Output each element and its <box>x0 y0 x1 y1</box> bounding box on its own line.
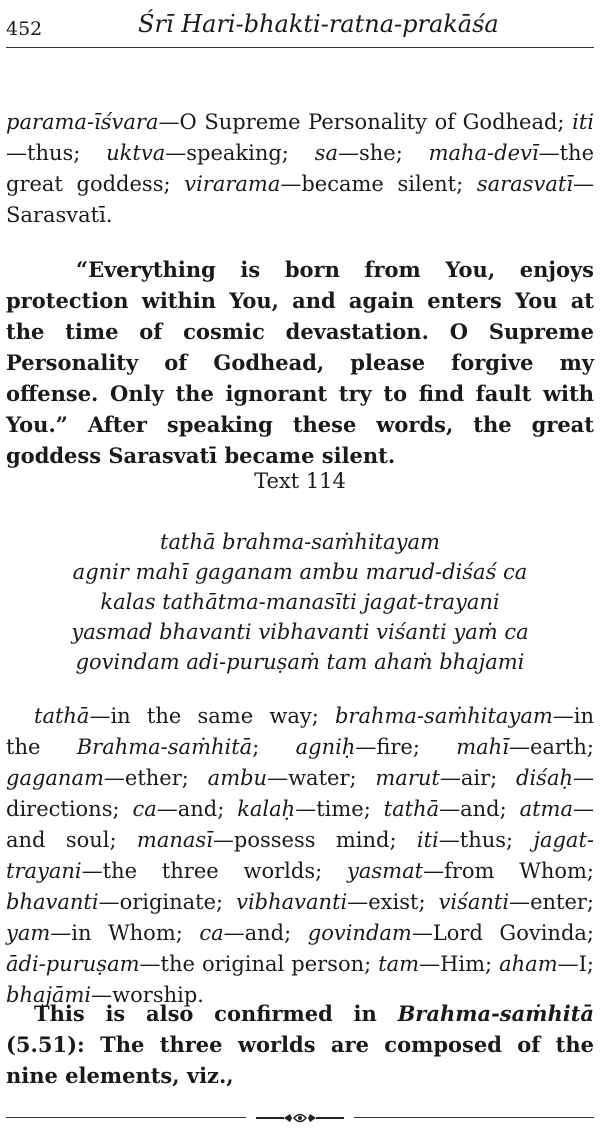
gloss-term: ādi-puruṣam <box>6 952 140 976</box>
page-header <box>6 6 594 46</box>
gloss-definition: in the same way; <box>110 704 335 728</box>
gloss-definition: originate; <box>119 890 237 914</box>
purport-text: This is also confirmed in <box>34 1001 398 1026</box>
page-footer <box>6 1111 594 1125</box>
purport-text: (5.51): The three worlds are composed of the nine elements, viz., <box>6 1032 594 1088</box>
gloss-definition: air; <box>460 766 517 790</box>
word-gloss-paragraph: tathā—in the same way; brahma-saṁhitayam—in the Brahma-saṁhitā; agniḥ—fire; mahī—earth; gaganam—ether; ambu—water; marut—air; diśaḥ—directions; ca—and; kalaḥ—time; tathā—and; atma—and soul; manasī—possess mind; iti—thus; jagat-trayani—the three worlds; yasmat—from Whom; bhavanti—originate; vibhavanti—exist; viśanti—enter; yam—in Whom; ca—and; govindam—Lord Govinda; ādi-puruṣam—the original person; tam—Him; aham—I; bhajāmi—worship. <box>6 704 594 1007</box>
running-title: Śrī Hari-bhakti-ratna-prakāśa <box>138 10 499 38</box>
gloss-term: mahī <box>456 735 509 759</box>
gloss-definition: she; <box>358 141 429 165</box>
gloss-definition: and soul; <box>6 828 137 852</box>
gloss-definition: and; <box>460 797 520 821</box>
gloss-definition: speaking; <box>186 141 315 165</box>
gloss-definition: ether; <box>124 766 208 790</box>
gloss-definition: Sarasvatī. <box>6 203 113 227</box>
gloss-definition: fire; <box>376 735 457 759</box>
gloss-definition: in the <box>6 704 594 759</box>
gloss-term: ca <box>132 797 157 821</box>
gloss-definition: from Whom; <box>444 859 594 883</box>
gloss-definition: enter; <box>530 890 594 914</box>
verse-heading: Text 114 <box>254 469 346 493</box>
gloss-definition: time; <box>316 797 384 821</box>
gloss-definition: earth; <box>529 735 594 759</box>
ornament-icon <box>256 1111 344 1125</box>
gloss-term: tathā <box>383 797 440 821</box>
book-title-reference: Brahma-saṁhitā <box>397 1001 594 1026</box>
gloss-definition: thus; <box>459 828 534 852</box>
purport-paragraph <box>6 998 594 1091</box>
gloss-term: yam <box>6 921 51 945</box>
footer-rule <box>354 1117 594 1118</box>
gloss-term: marut <box>375 766 440 790</box>
gloss-term: iti <box>572 110 594 134</box>
verse-line: govindam adi-puruṣaṁ tam ahaṁ bhajami <box>75 650 525 674</box>
gloss-definition: thus; <box>27 141 107 165</box>
gloss-term: uktva <box>106 141 166 165</box>
gloss-definition: I; <box>578 952 594 976</box>
gloss-definition: and; <box>177 797 238 821</box>
gloss-definition: O Supreme Personality of Godhead; <box>179 110 573 134</box>
gloss-term: agniḥ <box>295 735 356 759</box>
gloss-term: tathā <box>34 704 90 728</box>
verse-line: tathā brahma-saṁhitayam <box>160 530 440 554</box>
gloss-term: kalaḥ <box>237 797 296 821</box>
gloss-term: govindam <box>307 921 412 945</box>
gloss-term: viśanti <box>438 890 510 914</box>
gloss-term: aham <box>499 952 558 976</box>
gloss-definition: became silent; <box>301 172 477 196</box>
gloss-term: diśaḥ <box>516 766 573 790</box>
gloss-definition: directions; <box>6 797 133 821</box>
gloss-term: ca <box>199 921 224 945</box>
gloss-definition: ; <box>252 735 296 759</box>
word-gloss-paragraph: parama-īśvara—O Supreme Personality of Godhead; iti—thus; uktva—speaking; sa—she; maha-devī—the great goddess; virarama—became silent; sarasvatī—Sarasvatī. <box>6 110 595 227</box>
verse-line: kalas tathātma-manasīti jagat-trayani <box>100 590 500 614</box>
gloss-definition: Lord Govinda; <box>432 921 594 945</box>
gloss-term: maha-devī <box>428 141 539 165</box>
gloss-term: sa <box>314 141 338 165</box>
gloss-definition: the three worlds; <box>102 859 348 883</box>
gloss-definition: worship. <box>112 983 204 1007</box>
gloss-term: Brahma-saṁhitā <box>76 735 253 759</box>
gloss-term: bhavanti <box>6 890 99 914</box>
gloss-term: ambu <box>207 766 268 790</box>
gloss-definition: water; <box>288 766 376 790</box>
verse-line: yasmad bhavanti vibhavanti viśanti yaṁ ca <box>71 620 529 644</box>
gloss-definition: Him; <box>440 952 500 976</box>
header-rule <box>6 47 594 48</box>
gloss-term: virarama <box>184 172 281 196</box>
gloss-definition: and; <box>244 921 308 945</box>
gloss-term: bhajāmi <box>6 983 92 1007</box>
gloss-term: yasmat <box>347 859 424 883</box>
gloss-term: tam <box>378 952 420 976</box>
gloss-term: sarasvatī <box>476 172 573 196</box>
gloss-term: gaganam <box>6 766 104 790</box>
gloss-term: parama-īśvara <box>6 110 159 134</box>
gloss-term: iti <box>416 828 439 852</box>
gloss-term: vibhavanti <box>236 890 348 914</box>
gloss-definition: the great goddess; <box>6 141 595 196</box>
gloss-term: manasī <box>136 828 213 852</box>
verse-block <box>6 527 594 677</box>
gloss-definition: in Whom; <box>71 921 200 945</box>
gloss-definition: possess mind; <box>233 828 417 852</box>
gloss-definition: the original person; <box>160 952 379 976</box>
gloss-term: jagat-trayani <box>6 828 594 883</box>
verse-line: agnir mahī gaganam ambu marud-diśaś ca <box>72 560 528 584</box>
footer-rule <box>6 1117 246 1118</box>
gloss-term: brahma-saṁhitayam <box>334 704 553 728</box>
gloss-definition: exist; <box>368 890 439 914</box>
gloss-term: atma <box>519 797 573 821</box>
page-number: 452 <box>6 18 43 40</box>
translation-paragraph: “Everything is born from You, enjoys protection within You, and again enters You at the time of cosmic devastation. O Supreme Personality of Godhead, please forgive my offense. Only the ignorant try to find fault with You.” After speaking these words, the great goddess Sarasvatī became silent. <box>6 257 594 468</box>
